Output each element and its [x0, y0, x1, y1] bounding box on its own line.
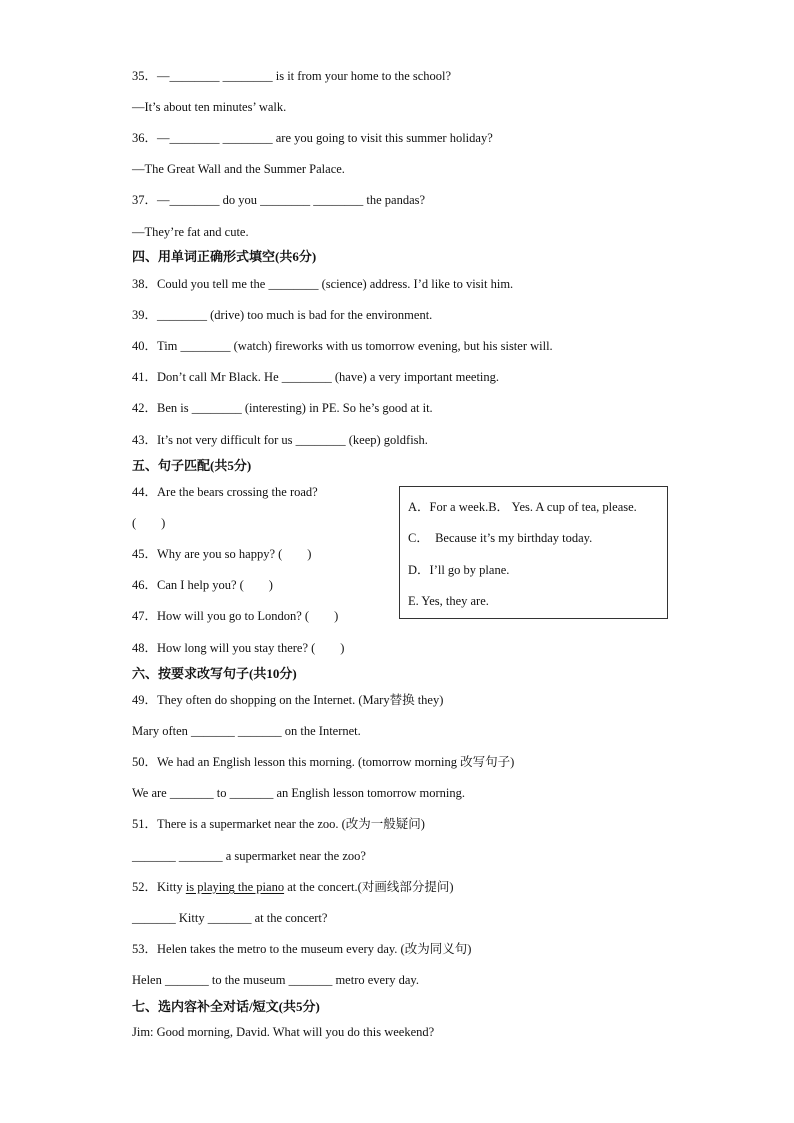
question-45: 45．Why are you so happy? ( ) [132, 547, 312, 561]
section-4-heading: 四、用单词正确形式填空(共6分) [132, 249, 317, 264]
question-49: 49．They often do shopping on the Internet. (Mary替换 they) [132, 693, 444, 707]
dialogue-line-1: Jim: Good morning, David. What will you do this weekend? [132, 1025, 435, 1039]
question-52-prefix: 52．Kitty [132, 880, 186, 894]
section-7-heading: 七、选内容补全对话/短文(共5分) [132, 999, 320, 1014]
section-6-heading: 六、按要求改写句子(共10分) [132, 666, 297, 681]
answer-36: —The Great Wall and the Summer Palace. [132, 162, 345, 176]
question-36: 36．—________ ________ are you going to visit this summer holiday? [132, 131, 493, 145]
question-52 [132, 879, 453, 895]
question-44: 44．Are the bears crossing the road? [132, 485, 318, 499]
answer-49: Mary often _______ _______ on the Internet. [132, 724, 361, 738]
question-43: 43．It’s not very difficult for us ________ (keep) goldfish. [132, 433, 428, 447]
question-47: 47．How will you go to London? ( ) [132, 609, 339, 623]
question-41: 41．Don’t call Mr Black. He ________ (have) a very important meeting. [132, 370, 500, 384]
option-a-b: A．For a week.B． Yes. A cup of tea, please. [408, 500, 637, 514]
question-51: 51．There is a supermarket near the zoo. (改为一般疑问) [132, 817, 425, 831]
option-d: D．I’ll go by plane. [408, 563, 510, 577]
option-e: E. Yes, they are. [408, 594, 489, 608]
answer-53: Helen _______ to the museum _______ metro every day. [132, 973, 419, 987]
answer-50: We are _______ to _______ an English lesson tomorrow morning. [132, 786, 465, 800]
question-52-suffix: at the concert.(对画线部分提问) [284, 880, 454, 894]
question-44-paren: ( ) [132, 516, 166, 530]
answer-51: _______ _______ a supermarket near the zoo? [132, 849, 366, 863]
question-52-underlined: is playing the piano [185, 880, 285, 894]
answer-37: —They’re fat and cute. [132, 225, 249, 239]
question-46: 46．Can I help you? ( ) [132, 578, 273, 592]
options-box [399, 486, 668, 619]
question-35: 35．—________ ________ is it from your home to the school? [132, 69, 452, 83]
question-50: 50．We had an English lesson this morning. (tomorrow morning 改写句子) [132, 755, 515, 769]
option-c: C． Because it’s my birthday today. [408, 531, 593, 545]
question-39: 39．________ (drive) too much is bad for the environment. [132, 308, 433, 322]
question-48: 48．How long will you stay there? ( ) [132, 641, 345, 655]
question-53: 53．Helen takes the metro to the museum every day. (改为同义句) [132, 942, 472, 956]
section-5-heading: 五、句子匹配(共5分) [132, 458, 252, 473]
question-40: 40．Tim ________ (watch) fireworks with us tomorrow evening, but his sister will. [132, 339, 553, 353]
question-42: 42．Ben is ________ (interesting) in PE. So he’s good at it. [132, 401, 433, 415]
answer-52: _______ Kitty _______ at the concert? [132, 911, 328, 925]
question-38: 38．Could you tell me the ________ (science) address. I’d like to visit him. [132, 277, 514, 291]
question-37: 37．—________ do you ________ ________ the pandas? [132, 193, 426, 207]
answer-35: —It’s about ten minutes’ walk. [132, 100, 287, 114]
